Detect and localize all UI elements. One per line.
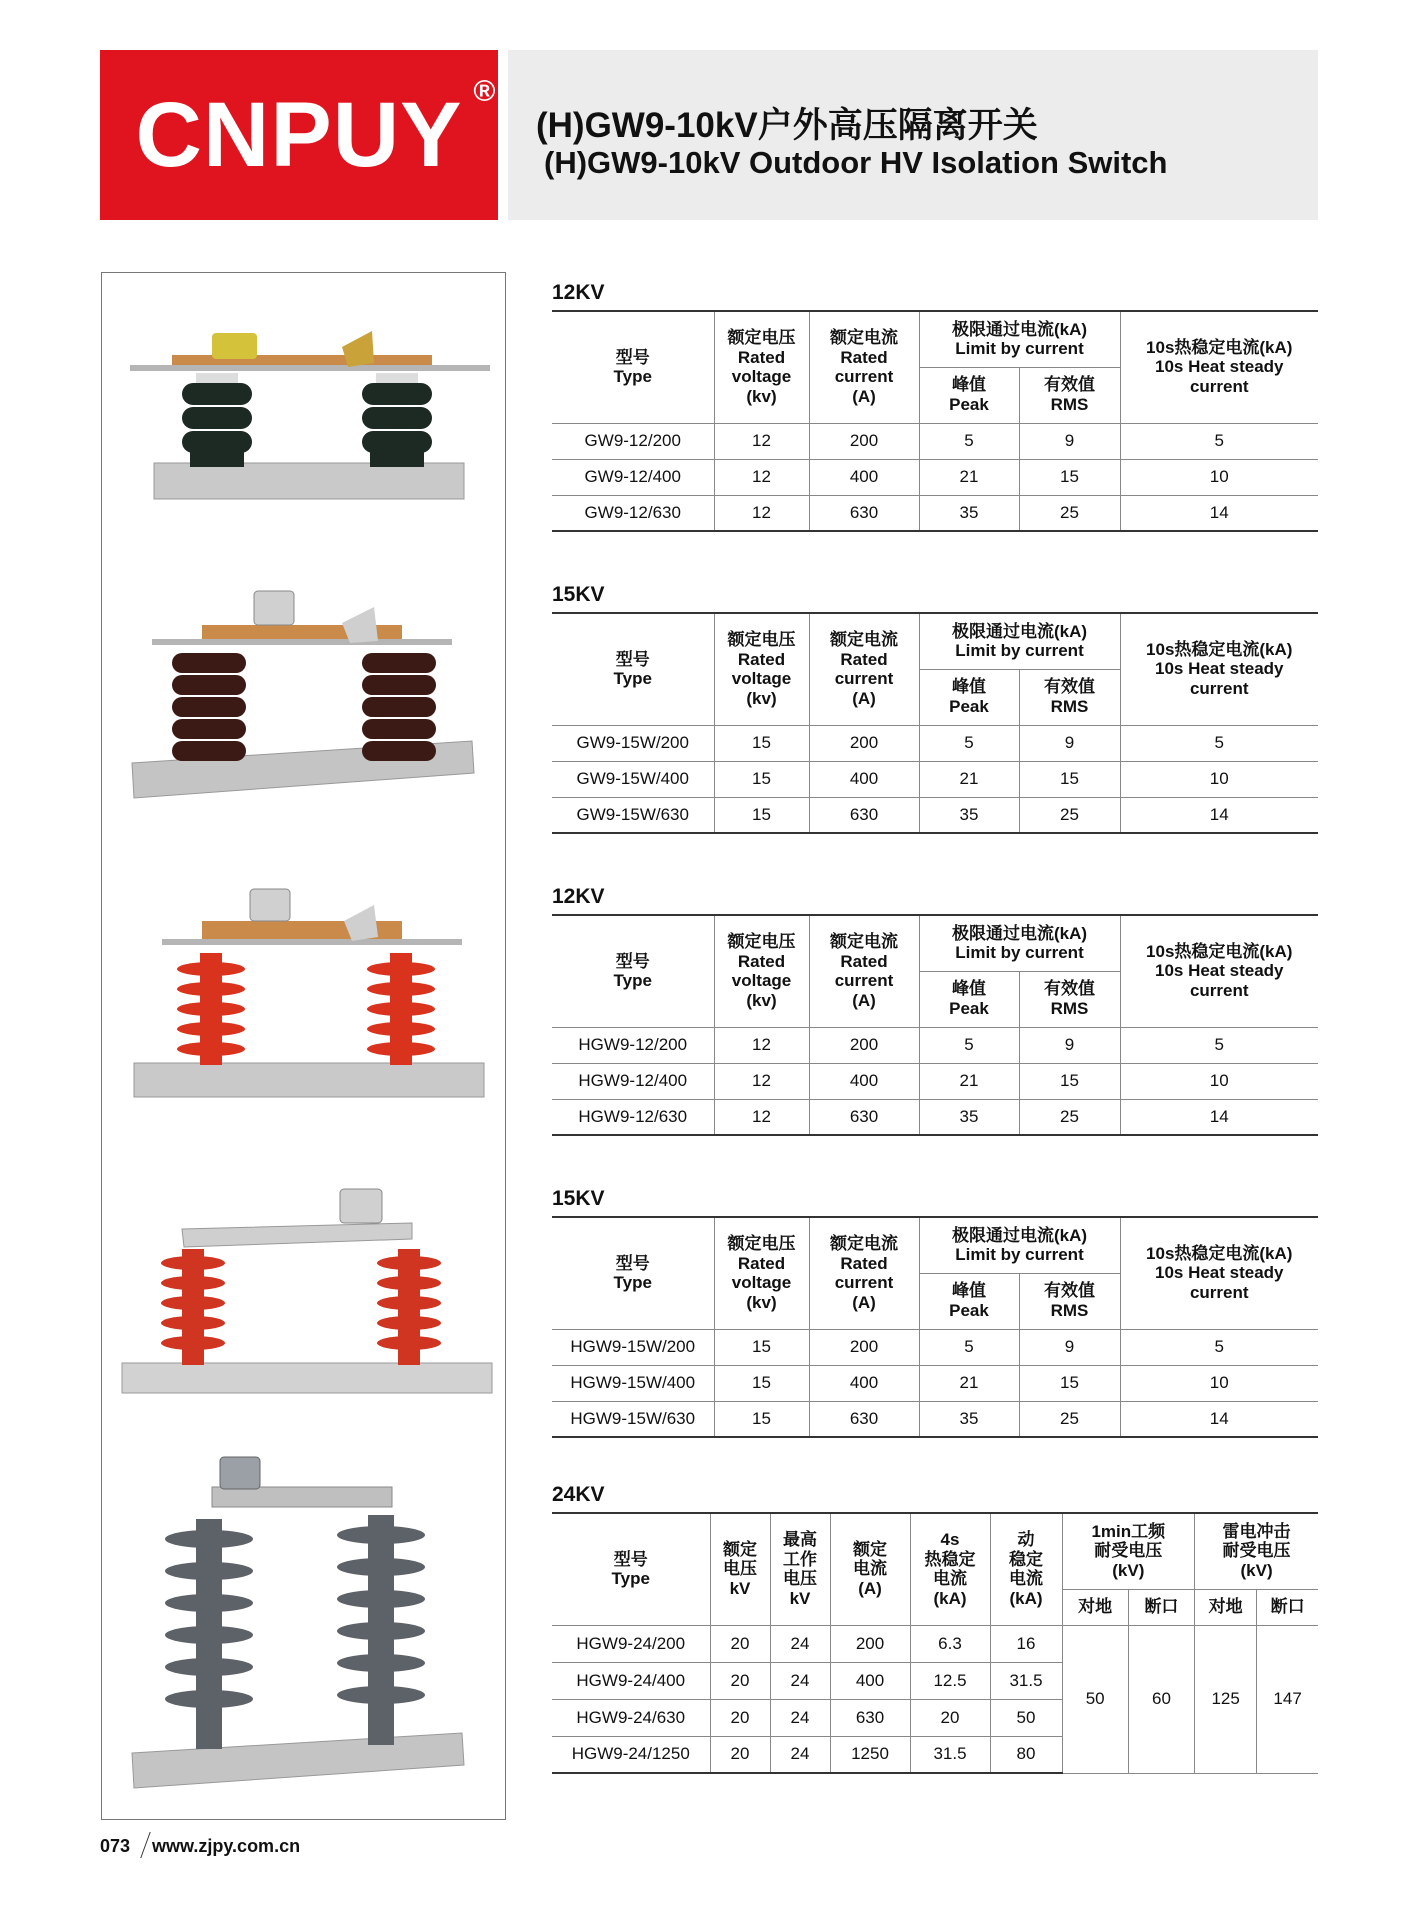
- col-lightning: 雷电冲击 耐受电压 (kV): [1195, 1513, 1318, 1589]
- table-cell: 12: [714, 1099, 809, 1135]
- table-cell: 400: [809, 1365, 919, 1401]
- col-heat-steady: 10s热稳定电流(kA) 10s Heat steady current: [1120, 311, 1318, 423]
- spec-section: [552, 1182, 1318, 1438]
- col-type: 型号 Type: [552, 311, 714, 423]
- table-cell: HGW9-12/630: [552, 1099, 714, 1135]
- table-cell: HGW9-15W/400: [552, 1365, 714, 1401]
- table-cell: 14: [1120, 1099, 1318, 1135]
- page-number: 073: [100, 1836, 131, 1856]
- table-cell: 10: [1120, 1365, 1318, 1401]
- col-type: 型号 Type: [552, 613, 714, 725]
- logo-text: [135, 74, 497, 188]
- col-max-voltage: 最高 工作 电压 kV: [770, 1513, 830, 1625]
- product-photo-3: [112, 883, 495, 1103]
- table-cell: GW9-12/200: [552, 423, 714, 459]
- table-cell: 25: [1019, 797, 1120, 833]
- table-cell: 5: [1120, 1027, 1318, 1063]
- spec-table: [552, 310, 1318, 532]
- table-row: [552, 495, 1318, 531]
- col-heat-steady: 10s热稳定电流(kA) 10s Heat steady current: [1120, 613, 1318, 725]
- table-cell: 9: [1019, 1027, 1120, 1063]
- col-rated-current: 额定电流 Rated current (A): [809, 915, 919, 1027]
- col-rated-voltage: 额定电压 Rated voltage (kv): [714, 915, 809, 1027]
- table-cell: 12: [714, 423, 809, 459]
- table-cell: GW9-15W/400: [552, 761, 714, 797]
- col-type: 型号 Type: [552, 1513, 710, 1625]
- table-cell: 5: [919, 725, 1019, 761]
- table-row: [552, 761, 1318, 797]
- table-cell: 21: [919, 761, 1019, 797]
- col-limit-current: 极限通过电流(kA) Limit by current: [919, 915, 1120, 971]
- table-cell: 200: [809, 1329, 919, 1365]
- table-cell: 15: [714, 725, 809, 761]
- col-power-freq: 1min工频 耐受电压 (kV): [1062, 1513, 1195, 1589]
- table-row: HGW9-24/630 20 24 630 20 50: [552, 1699, 1318, 1736]
- sub-ground: 对地: [1062, 1589, 1128, 1625]
- sub-gap: 断口: [1257, 1589, 1318, 1625]
- table-cell: 14: [1120, 1401, 1318, 1437]
- table-row: [552, 459, 1318, 495]
- product-photo-4: [112, 1183, 495, 1403]
- spec-table: [552, 1216, 1318, 1438]
- table-cell: 21: [919, 1063, 1019, 1099]
- table-cell: 9: [1019, 1329, 1120, 1365]
- spec-section: [552, 578, 1318, 834]
- table-cell: 15: [1019, 459, 1120, 495]
- table-cell: HGW9-15W/630: [552, 1401, 714, 1437]
- table-cell: 200: [809, 1027, 919, 1063]
- table-cell: 630: [809, 1099, 919, 1135]
- col-peak: 峰值 Peak: [919, 1273, 1019, 1329]
- section-title: 15KV: [552, 583, 605, 606]
- table-cell: 9: [1019, 423, 1120, 459]
- table-cell: 15: [1019, 1365, 1120, 1401]
- brand-logo: [100, 50, 498, 220]
- col-peak: 峰值 Peak: [919, 669, 1019, 725]
- product-photo-1: [112, 303, 495, 513]
- table-cell: 5: [919, 1027, 1019, 1063]
- table-cell: 5: [1120, 1329, 1318, 1365]
- col-rated-current: 额定电流 Rated current (A): [809, 1217, 919, 1329]
- table-cell: 630: [809, 495, 919, 531]
- spec-table: [552, 914, 1318, 1136]
- col-rated-voltage: 额定 电压 kV: [710, 1513, 770, 1625]
- table-cell: 25: [1019, 1401, 1120, 1437]
- registered-mark: ®: [473, 74, 497, 108]
- sub-ground: 对地: [1195, 1589, 1257, 1625]
- table-row: [552, 423, 1318, 459]
- table-row: [552, 1329, 1318, 1365]
- logo-wordmark: CNPUY: [135, 83, 463, 186]
- table-cell: 9: [1019, 725, 1120, 761]
- table-row: HGW9-24/1250 20 24 1250 31.5 80: [552, 1736, 1318, 1773]
- spec-section: [552, 276, 1318, 532]
- sub-gap: 断口: [1128, 1589, 1194, 1625]
- section-title: 12KV: [552, 281, 605, 304]
- table-cell: 400: [809, 1063, 919, 1099]
- title-banner: [508, 50, 1318, 220]
- pf-gap-value: 60: [1128, 1625, 1194, 1773]
- spec-section-24kv: [552, 1478, 1318, 1774]
- table-cell: 200: [809, 423, 919, 459]
- table-cell: 5: [1120, 423, 1318, 459]
- col-type: 型号 Type: [552, 915, 714, 1027]
- spec-table-24kv: [552, 1512, 1318, 1774]
- table-cell: 630: [809, 1401, 919, 1437]
- section-title: 15KV: [552, 1187, 605, 1210]
- table-cell: 25: [1019, 495, 1120, 531]
- table-cell: HGW9-12/200: [552, 1027, 714, 1063]
- product-photo-panel: [101, 272, 506, 1820]
- table-row: [552, 797, 1318, 833]
- table-cell: 630: [809, 797, 919, 833]
- spec-section: [552, 880, 1318, 1136]
- li-gap-value: 147: [1257, 1625, 1318, 1773]
- table-cell: 15: [1019, 1063, 1120, 1099]
- table-cell: 5: [919, 1329, 1019, 1365]
- col-peak: 峰值 Peak: [919, 971, 1019, 1027]
- table-cell: GW9-15W/630: [552, 797, 714, 833]
- table-cell: GW9-12/400: [552, 459, 714, 495]
- table-cell: GW9-15W/200: [552, 725, 714, 761]
- table-cell: 10: [1120, 459, 1318, 495]
- table-cell: 35: [919, 1099, 1019, 1135]
- table-cell: 10: [1120, 761, 1318, 797]
- table-cell: 21: [919, 1365, 1019, 1401]
- col-4s-heat: 4s 热稳定 电流 (kA): [910, 1513, 990, 1625]
- page-title-en: (H)GW9-10kV Outdoor HV Isolation Switch: [544, 145, 1168, 180]
- table-cell: 400: [809, 761, 919, 797]
- table-cell: 21: [919, 459, 1019, 495]
- col-rated-current: 额定电流 Rated current (A): [809, 311, 919, 423]
- section-title: 12KV: [552, 885, 605, 908]
- table-cell: 5: [1120, 725, 1318, 761]
- table-cell: HGW9-12/400: [552, 1063, 714, 1099]
- col-dynamic: 动 稳定 电流 (kA): [990, 1513, 1062, 1625]
- table-cell: 15: [714, 797, 809, 833]
- table-cell: 10: [1120, 1063, 1318, 1099]
- col-rms: 有效值 RMS: [1019, 669, 1120, 725]
- table-cell: 12: [714, 495, 809, 531]
- col-rated-current: 额定电流 Rated current (A): [809, 613, 919, 725]
- footer: [100, 1832, 300, 1857]
- col-limit-current: 极限通过电流(kA) Limit by current: [919, 1217, 1120, 1273]
- col-rated-voltage: 额定电压 Rated voltage (kv): [714, 311, 809, 423]
- col-rms: 有效值 RMS: [1019, 367, 1120, 423]
- table-cell: 15: [714, 1329, 809, 1365]
- col-rated-voltage: 额定电压 Rated voltage (kv): [714, 1217, 809, 1329]
- table-cell: 12: [714, 1063, 809, 1099]
- table-cell: 25: [1019, 1099, 1120, 1135]
- product-photo-2: [112, 583, 495, 808]
- table-cell: 15: [1019, 761, 1120, 797]
- product-photo-5: [112, 1453, 495, 1798]
- col-limit-current: 极限通过电流(kA) Limit by current: [919, 613, 1120, 669]
- col-peak: 峰值 Peak: [919, 367, 1019, 423]
- page-title-cn: (H)GW9-10kV户外高压隔离开关: [536, 106, 1038, 145]
- table-cell: 14: [1120, 495, 1318, 531]
- li-ground-value: 125: [1195, 1625, 1257, 1773]
- table-cell: HGW9-15W/200: [552, 1329, 714, 1365]
- col-heat-steady: 10s热稳定电流(kA) 10s Heat steady current: [1120, 1217, 1318, 1329]
- col-type: 型号 Type: [552, 1217, 714, 1329]
- table-cell: 400: [809, 459, 919, 495]
- section-title: 24KV: [552, 1483, 605, 1506]
- table-cell: 5: [919, 423, 1019, 459]
- col-rms: 有效值 RMS: [1019, 1273, 1120, 1329]
- table-cell: 35: [919, 495, 1019, 531]
- table-cell: 15: [714, 761, 809, 797]
- table-row: [552, 725, 1318, 761]
- table-cell: 14: [1120, 797, 1318, 833]
- table-cell: GW9-12/630: [552, 495, 714, 531]
- col-rated-current: 额定 电流 (A): [830, 1513, 910, 1625]
- table-row: [552, 1063, 1318, 1099]
- table-row: [552, 1401, 1318, 1437]
- col-limit-current: 极限通过电流(kA) Limit by current: [919, 311, 1120, 367]
- table-cell: 15: [714, 1401, 809, 1437]
- website-url[interactable]: www.zjpy.com.cn: [152, 1836, 301, 1856]
- table-row: [552, 1099, 1318, 1135]
- col-rms: 有效值 RMS: [1019, 971, 1120, 1027]
- table-cell: 200: [809, 725, 919, 761]
- table-row: [552, 1365, 1318, 1401]
- table-row: [552, 1027, 1318, 1063]
- table-cell: 15: [714, 1365, 809, 1401]
- table-row: HGW9-24/400 20 24 400 12.5 31.5: [552, 1662, 1318, 1699]
- table-cell: 35: [919, 797, 1019, 833]
- table-row: HGW9-24/200 20 24 200 6.3 16 50 60 125 147: [552, 1625, 1318, 1662]
- col-rated-voltage: 额定电压 Rated voltage (kv): [714, 613, 809, 725]
- col-heat-steady: 10s热稳定电流(kA) 10s Heat steady current: [1120, 915, 1318, 1027]
- table-cell: 12: [714, 1027, 809, 1063]
- spec-table: [552, 612, 1318, 834]
- table-cell: 35: [919, 1401, 1019, 1437]
- table-cell: 12: [714, 459, 809, 495]
- pf-ground-value: 50: [1062, 1625, 1128, 1773]
